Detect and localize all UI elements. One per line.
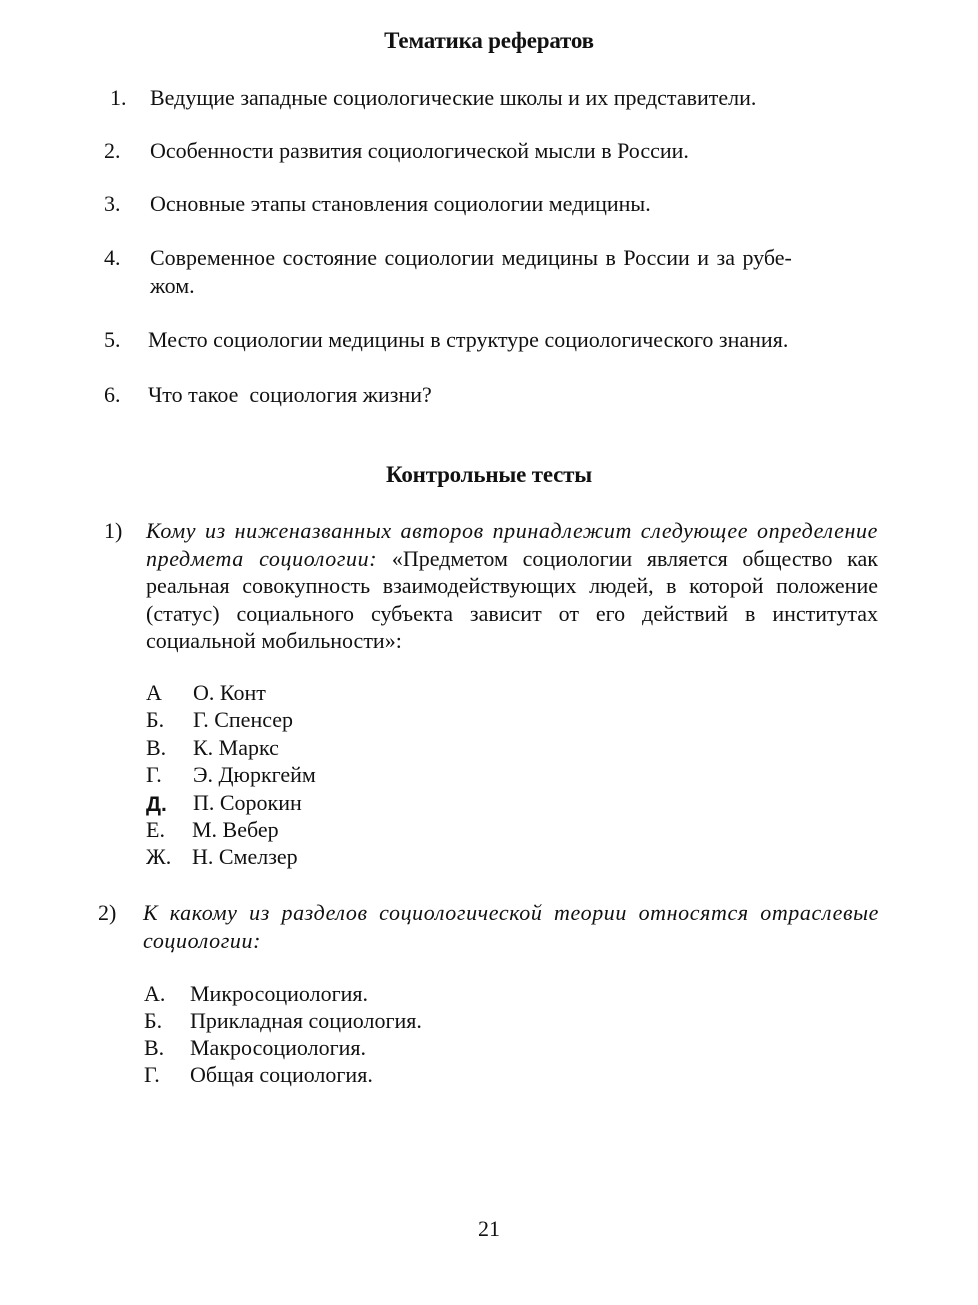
topic-number: 2. [104,138,121,163]
option-letter: Г. [144,1062,160,1087]
question-italic-text: Кому из ниженазванных авторов принадлежит следующее определение предмета социологии: [146,518,878,571]
option-letter: Г. [146,762,162,787]
option-text: Микросоциология. [190,981,368,1006]
option-text: Г. Спенсер [193,707,294,732]
topic-text: Что такое социология жизни? [148,382,432,407]
option-letter: А. [144,981,166,1006]
option-letter: В. [146,735,167,760]
option-letter: Д. [146,793,167,816]
option-letter: Б. [144,1008,163,1033]
topic-number: 6. [104,382,121,407]
topics-heading: Тематика рефератов [384,28,594,53]
topic-text-continuation: жом. [150,273,195,298]
question-quote-text: «Предметом социологии является общество как реальная совокупность взаимодействующих людей, в которой положение (статус) социального субъекта зависит от его действий в институтах социальной мобильности»: [146,545,878,653]
option-letter: Б. [146,707,165,732]
page-number: 21 [478,1216,500,1241]
option-letter: В. [144,1035,165,1060]
option-text: Макросоциология. [190,1035,366,1060]
option-letter: А [146,680,162,705]
topic-number: 3. [104,191,121,216]
option-text: М. Вебер [192,817,279,842]
option-text: Н. Смелзер [192,844,298,869]
option-letter: Е. [146,817,165,842]
tests-heading: Контрольные тесты [386,462,592,487]
option-text: П. Сорокин [193,790,302,815]
option-text: Прикладная социология. [190,1008,422,1033]
topic-number: 1. [110,85,127,110]
question-text [146,517,878,655]
option-text: Э. Дюркгейм [193,762,316,787]
topic-text: Ведущие западные социологические школы и их представители. [150,85,757,110]
question-italic-text: К какому из разделов социологической теории относятся отраслевые социологии: [143,900,879,953]
question-number: 1) [104,518,123,543]
topic-text: Особенности развития социологической мысли в России. [150,138,689,163]
option-letter: Ж. [146,844,172,869]
topic-text: Основные этапы становления социологии медицины. [150,191,651,216]
question-text [143,899,879,954]
question-number: 2) [98,900,117,925]
option-text: О. Конт [193,680,266,705]
option-text: Общая социология. [190,1062,373,1087]
option-text: К. Маркс [193,735,279,760]
topic-text: Современное состояние социологии медицины в России и за рубе- [150,245,792,270]
topic-text: Место социологии медицины в структуре социологического знания. [148,327,789,352]
topic-number: 5. [104,327,121,352]
topic-number: 4. [104,245,121,270]
